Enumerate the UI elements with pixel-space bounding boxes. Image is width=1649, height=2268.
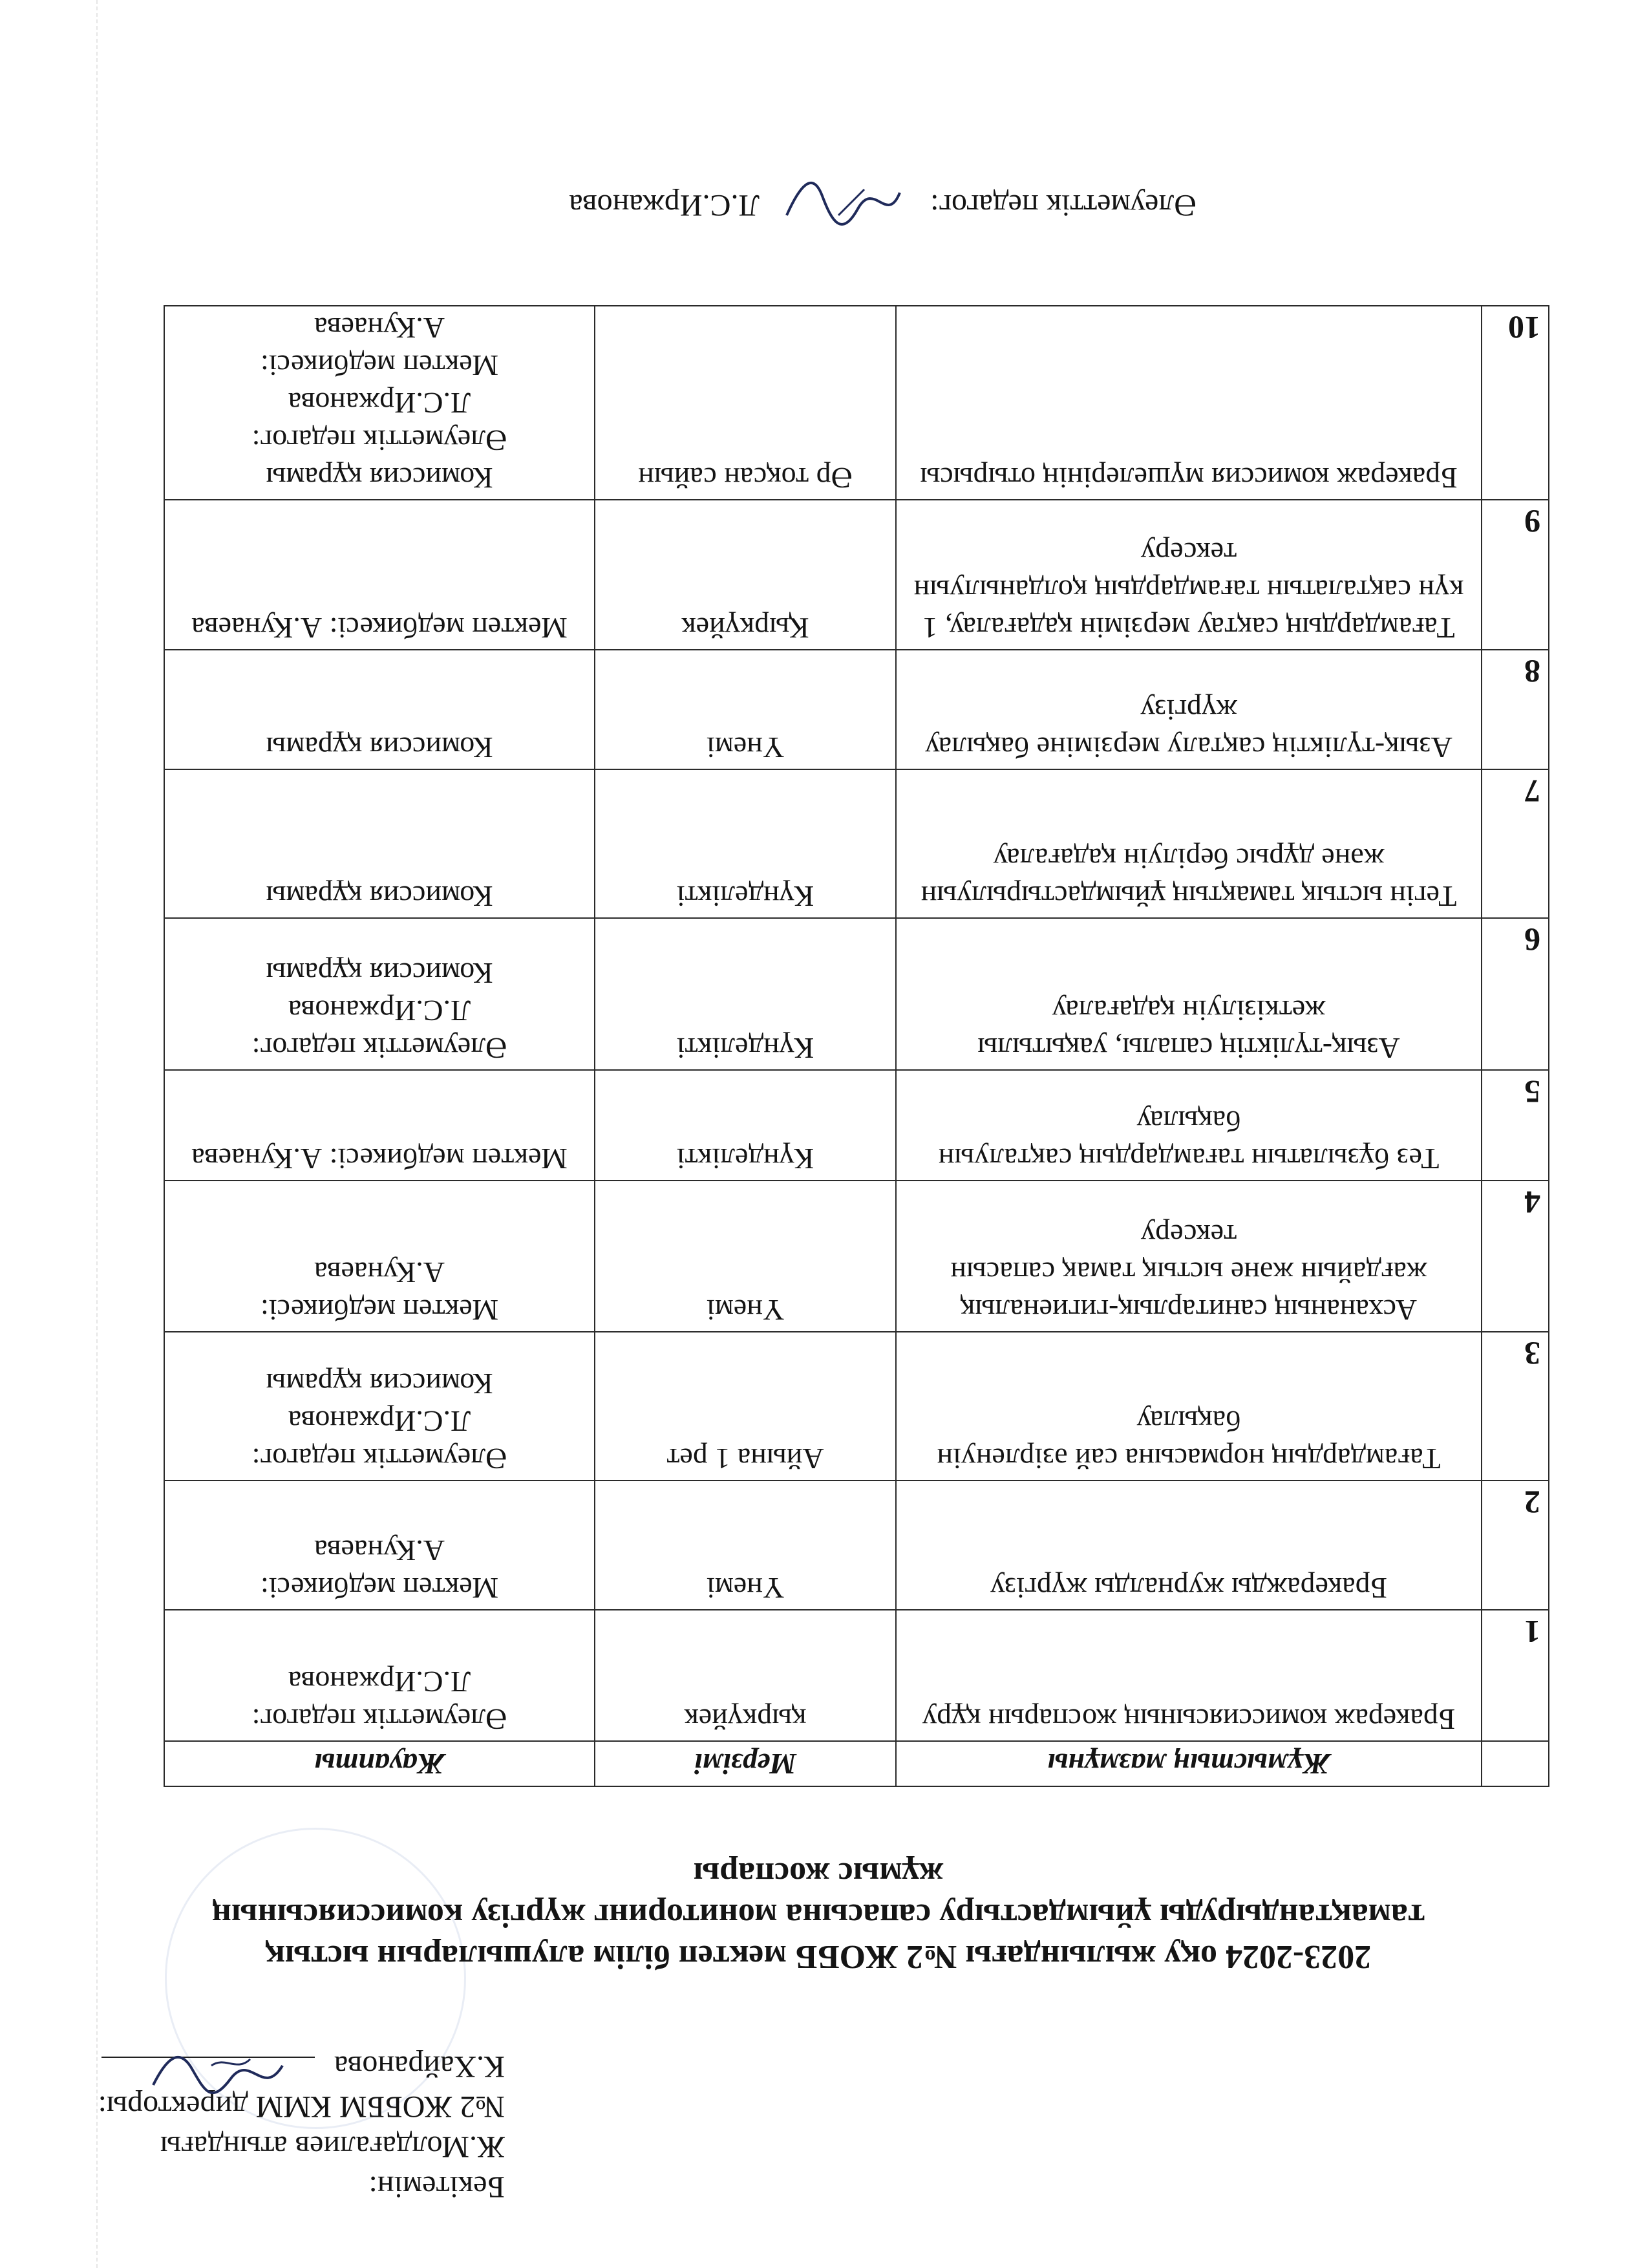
row-term: Әр тоқсан сайын: [595, 306, 896, 500]
director-signature: [101, 2057, 315, 2086]
table-row: [164, 500, 1549, 650]
row-responsible: Әлеуметтік педагог: Л.С.Иржанова Комиссия құрамы: [164, 918, 595, 1070]
row-responsible: Әлеуметтік педагог: Л.С.Иржанова Комиссия құрамы: [164, 1332, 595, 1481]
row-content: Асхананың санитарлық-гигиеналық жағдайын және ыстық тамақ сапасын тексеру: [896, 1181, 1482, 1332]
row-number: 9: [1482, 500, 1549, 650]
table-row: [164, 1070, 1549, 1181]
title-line-1: 2023-2024 оқу жылындағы №2 ЖОББ мектеп білім алушыларын ыстық: [265, 1938, 1372, 1975]
row-content: Бракераж комиссиясының жоспарын құру: [896, 1610, 1482, 1741]
table-row: [164, 1481, 1549, 1610]
row-number: 6: [1482, 918, 1549, 1070]
row-number: 10: [1482, 306, 1549, 500]
row-content: Тағамдардың сақтау мерзімін қадағалау, 1 күн сақталатын тағамдардың қолданылуын тексеру: [896, 500, 1482, 650]
approval-heading: Бекітемін:: [368, 2170, 505, 2204]
footer-role-label: Әлеуметтік педагог:: [930, 187, 1197, 222]
header-responsible: Жауапты: [164, 1741, 595, 1786]
table-row: [164, 1332, 1549, 1481]
row-content: Азық-түліктің сақталу мерзіміне бақылау жүргізу: [896, 650, 1482, 769]
work-plan-table: [164, 305, 1549, 1787]
row-term: Үнемі: [595, 1481, 896, 1610]
row-content: Бракераж комиссия мүшелерінің отырысы: [896, 306, 1482, 500]
row-term: Үнемі: [595, 650, 896, 769]
row-number: 8: [1482, 650, 1549, 769]
header-content: Жұмыстың мазмұны: [896, 1741, 1482, 1786]
approval-school-name: Ж.Молдағалиев атындағы: [160, 2130, 505, 2164]
document-title: [85, 1853, 1552, 1977]
table-row: [164, 1181, 1549, 1332]
table-row: [164, 1610, 1549, 1741]
row-term: Үнемі: [595, 1181, 896, 1332]
table-header-row: [164, 1741, 1549, 1786]
title-line-3: жұмыс жоспары: [693, 1856, 944, 1892]
approval-block: [39, 2046, 505, 2207]
row-content: Азық-түліктің сапалы, уақытылы жеткізілуін қадағалау: [896, 918, 1482, 1070]
approval-signer-name: К.Хайранова: [334, 2049, 505, 2084]
table-row: [164, 650, 1549, 769]
table-row: [164, 918, 1549, 1070]
row-number: 5: [1482, 1070, 1549, 1181]
social-pedagogue-signature: [780, 177, 910, 228]
footer-signature-block: [569, 177, 1197, 228]
row-term: қыркүйек: [595, 1610, 896, 1741]
approval-signature-row: [39, 2046, 505, 2086]
row-content: Тағамдардың нормасына сай әзірленуін бақылау: [896, 1332, 1482, 1481]
row-responsible: Әлеуметтік педагог: Л.С.Иржанова: [164, 1610, 595, 1741]
row-content: Тегін ыстық тамақтың ұйымдастырылуын және дұрыс берілуін қадағалау: [896, 769, 1482, 918]
table-row: [164, 769, 1549, 918]
row-number: 7: [1482, 769, 1549, 918]
title-line-2: тамақтандыруды ұйымдастыру сапасына мониторинг жүргізу комиссиясының: [211, 1897, 1425, 1934]
row-term: Күнделікті: [595, 769, 896, 918]
header-term: Мерзімі: [595, 1741, 896, 1786]
row-term: Күнделікті: [595, 918, 896, 1070]
row-number: 3: [1482, 1332, 1549, 1481]
row-term: Күнделікті: [595, 1070, 896, 1181]
row-responsible: Мектеп медбикесі: А.Кунаева: [164, 1181, 595, 1332]
row-number: 1: [1482, 1610, 1549, 1741]
row-term: Қыркүйек: [595, 500, 896, 650]
row-responsible: Мектеп медбикесі: А.Кунаева: [164, 500, 595, 650]
row-responsible: Мектеп медбикесі: А.Кунаева: [164, 1070, 595, 1181]
row-term: Айына 1 рет: [595, 1332, 896, 1481]
approval-director-title: №2 ЖОББМ КММ директоры:: [98, 2090, 505, 2124]
row-number: 2: [1482, 1481, 1549, 1610]
header-number: [1482, 1741, 1549, 1786]
row-responsible: Комиссия құрамы: [164, 650, 595, 769]
footer-name: Л.С.Иржанова: [569, 187, 760, 222]
row-content: Бракеражды журналды жүргізу: [896, 1481, 1482, 1610]
row-content: Тез бұзылатын тағамдардың сақталуын бақылау: [896, 1070, 1482, 1181]
table-row: [164, 306, 1549, 500]
row-responsible: Комиссия құрамы Әлеуметтік педагог: Л.С.Иржанова Мектеп медбикесі: А.Кунаева: [164, 306, 595, 500]
row-responsible: Комиссия құрамы: [164, 769, 595, 918]
row-responsible: Мектеп медбикесі: А.Кунаева: [164, 1481, 595, 1610]
row-number: 4: [1482, 1181, 1549, 1332]
